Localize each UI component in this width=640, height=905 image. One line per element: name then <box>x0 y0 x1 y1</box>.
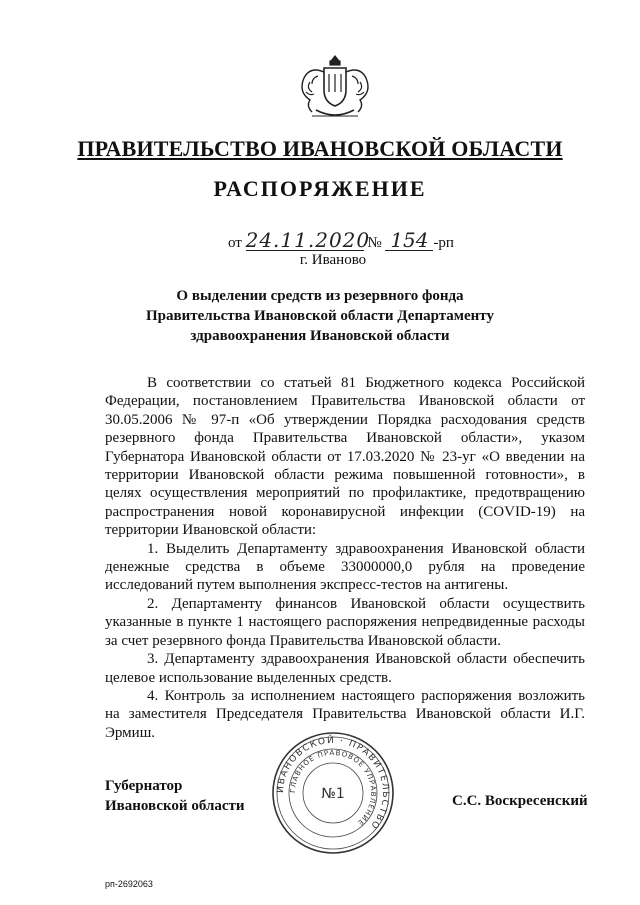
handwritten-date: 24.11.2020 <box>245 228 371 252</box>
signer-name: С.С. Воскресенский <box>452 793 588 809</box>
date-number-line <box>228 230 454 252</box>
subject-line: О выделении средств из резервного фонда <box>176 288 464 304</box>
signer-position-line: Губернатор <box>105 778 183 794</box>
subject-line: Правительства Ивановской области Департаменту <box>146 308 494 324</box>
seal-inner-text: ГЛАВНОЕ ПРАВОВОЕ УПРАВЛЕНИЕ <box>288 748 378 828</box>
date-prefix: от <box>228 235 242 251</box>
city: г. Иваново <box>299 252 367 268</box>
item-paragraph: 4. Контроль за исполнением настоящего распоряжения возложить на заместителя Председателя Правительства Ивановской области И.Г. Эрмиш. <box>105 687 585 741</box>
government-title: ПРАВИТЕЛЬСТВО ИВАНОВСКОЙ ОБЛАСТИ <box>77 136 563 161</box>
handwritten-number: 154 <box>385 230 433 251</box>
subject-line: здравоохранения Ивановской области <box>190 328 450 344</box>
signer-position <box>105 776 245 816</box>
signer-position-line: Ивановской области <box>105 798 245 814</box>
document-type-title: РАСПОРЯЖЕНИЕ <box>213 176 427 201</box>
item-paragraph: 2. Департаменту финансов Ивановской области осуществить указанные в пункте 1 настоящего распоряжения непредвиденные расходы за счет резервного фонда Правительства Ивановской области. <box>105 595 585 649</box>
seal-ring-text: ИВАНОВСКОЙ · ПРАВИТЕЛЬСТВО <box>275 735 391 832</box>
number-sign: № <box>367 235 382 251</box>
official-seal-stamp <box>271 731 395 855</box>
seal-number: №1 <box>321 786 345 802</box>
item-paragraph: 3. Департаменту здравоохранения Ивановской области обеспечить целевое использование выделенных средств. <box>105 651 585 686</box>
subject-heading <box>0 286 640 346</box>
number-suffix: -рп <box>433 235 454 251</box>
coat-of-arms-emblem <box>296 52 374 126</box>
item-paragraph: 1. Выделить Департаменту здравоохранения Ивановской области денежные средства в объеме 33000000,0 рубля на проведение исследований путем выполнения экспресс-тестов на антигены. <box>105 540 585 594</box>
document-code: рп-2692063 <box>105 879 153 889</box>
preamble-paragraph: В соответствии со статьей 81 Бюджетного кодекса Российской Федерации, постановлением Правительства Ивановской области от 30.05.2006 № 97-п «Об утверждении Порядка расходования средств резервного фонда Правительства Ивановской области», указом Губернатора Ивановской области от 17.03.2020 № 23-уг «О введении на территории Ивановской области режима повышенной готовности», в целях осуществления мероприятий по профилактике, предотвращению распространения новой коронавирусной инфекции (COVID-19) на территории Ивановской области: <box>105 375 585 539</box>
document-body <box>105 374 585 742</box>
